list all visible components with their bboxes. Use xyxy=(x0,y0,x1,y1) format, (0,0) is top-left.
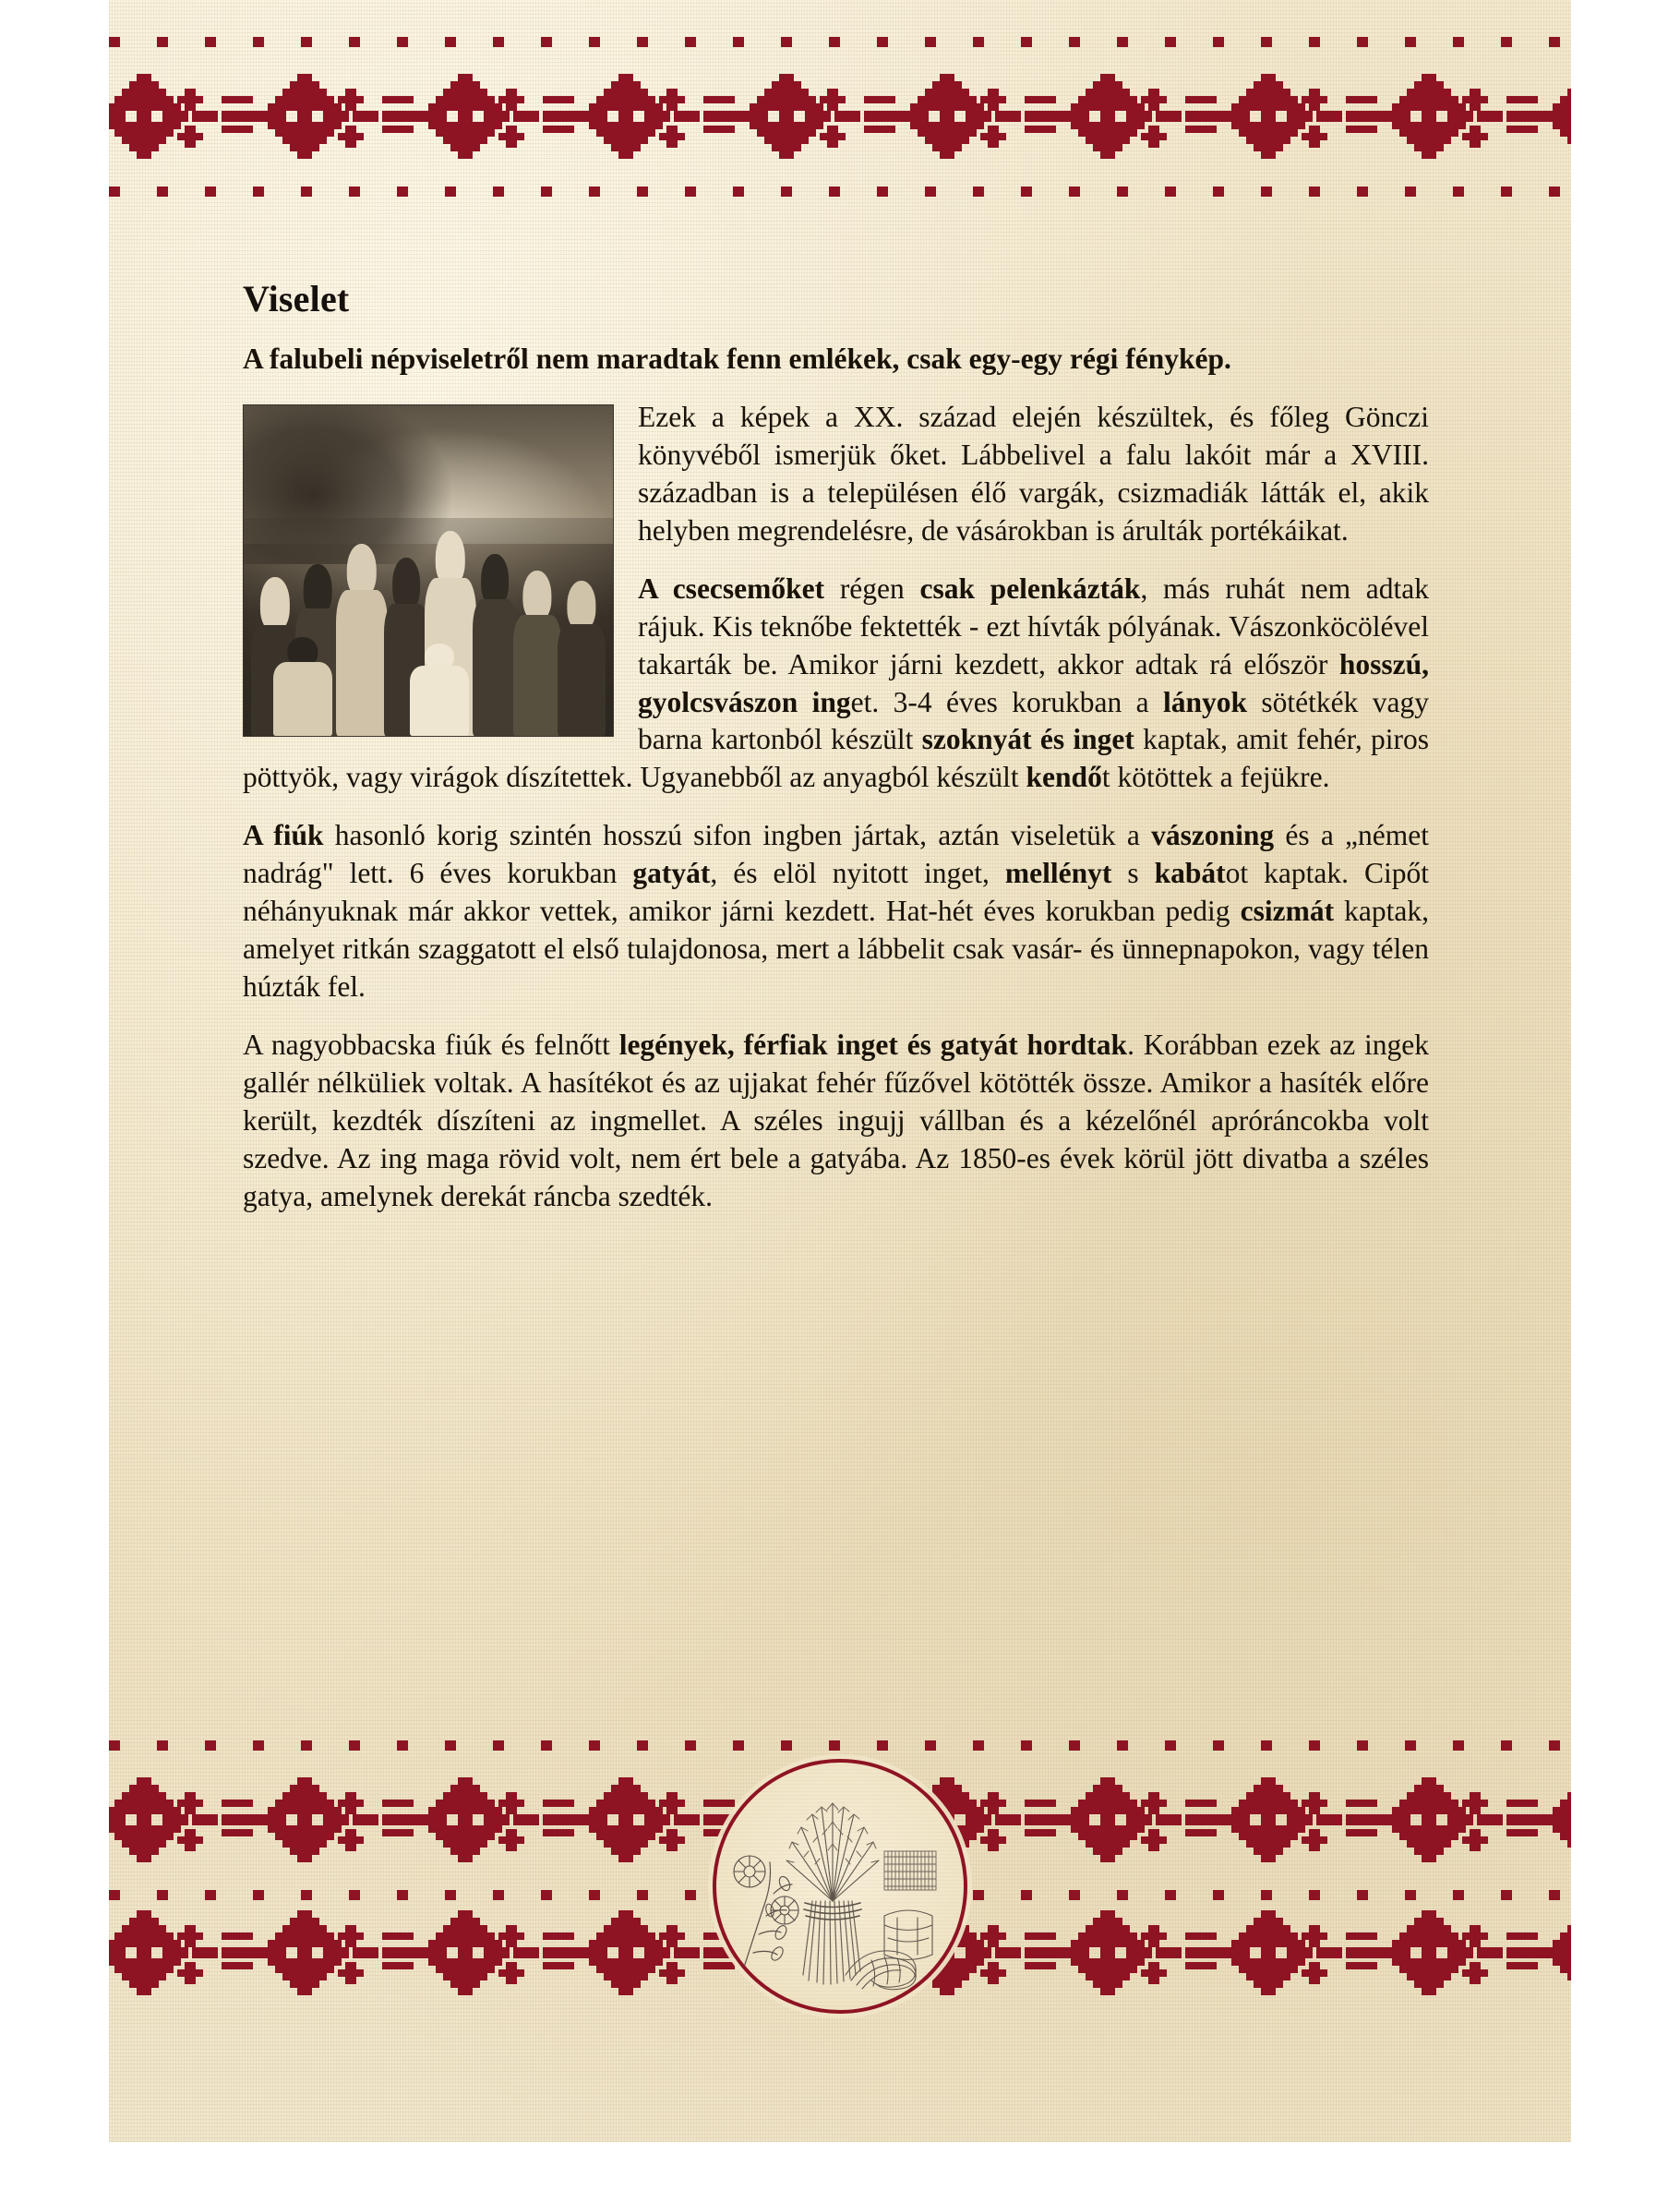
page-title: Viselet xyxy=(243,278,350,319)
embroidery-motif-tile xyxy=(402,1907,563,1995)
emph-coat: kabát xyxy=(1154,857,1226,890)
article-content xyxy=(243,277,1429,1236)
text-run: ot kaptak. Cipőt néhányuknak már akkor vettek, amikor járni kezdett. Hat-hét éves korukban pedig xyxy=(243,857,1429,928)
embroidery-motif-tile xyxy=(1366,1774,1527,1862)
border-top-nub-row-lower xyxy=(109,187,1571,197)
photo-figure xyxy=(558,581,606,736)
embroidery-motif-tile xyxy=(563,1907,724,1995)
text-run: et. 3-4 éves korukban a xyxy=(850,685,1163,718)
photo-figure-front xyxy=(273,637,332,736)
text-run: A nagyobbacska fiúk és felnőtt xyxy=(243,1029,619,1061)
embroidery-motif-tile xyxy=(109,1907,242,1995)
photo-figure-front xyxy=(410,644,469,736)
text-run: sötétkék vagy barna kartonból készült xyxy=(638,685,1429,756)
embroidery-motif-tile xyxy=(1366,70,1527,159)
paragraph-men xyxy=(243,1027,1429,1216)
paragraph-photos-origin: Ezek a képek a XX. század elején készültek, és főleg Gönczi könyvéből ismerjük őket. Lábbelivel a falu lakóit már a XVIII. században is a településen élő vargák, csizmadiák látták el, akik helyben megrendelésre, de vásárokban is árulták portékáikat. xyxy=(638,400,1429,547)
emph-linen-shirt: vászoning xyxy=(1151,819,1275,852)
border-top-nub-row xyxy=(109,37,1571,47)
embroidery-motif-tile xyxy=(1527,1774,1571,1862)
embroidery-motif-tile xyxy=(1206,1774,1366,1862)
text-run: régen xyxy=(824,572,920,605)
text-run: hasonló korig szintén hosszú sifon ingben jártak, aztán viseletük a xyxy=(323,819,1152,852)
embroidery-motif-tile xyxy=(1045,1907,1206,1995)
embroidery-motif-tile xyxy=(1206,1907,1366,1995)
text-run: t kötöttek a fejükre. xyxy=(1101,761,1330,794)
embroidery-motif-tile xyxy=(402,70,563,159)
historic-photo xyxy=(243,404,614,737)
emph-boys: A fiúk xyxy=(243,819,324,852)
text-run: . Korábban ezek az ingek gallér nélküliek voltak. A hasítékot és az ujjakat fehér fűzővel kötötték össze. Amikor a hasíték előre került, kezdték díszíteni az ingmellet. A széles ingujj vállban és a kézelőnél apróráncokba volt szedve. Az ing maga rövid volt, nem ért bele a gatyába. Az 1850-es évek körül jött divatba a széles gatya, amelynek derekát ráncba szedték. xyxy=(243,1029,1430,1212)
emph-infants: A csecsemőket xyxy=(638,572,825,605)
lead-paragraph: A falubeli népviseletről nem maradtak fenn emlékek, csak egy-egy régi fénykép. xyxy=(243,343,1231,375)
text-run: kaptak, amit fehér, piros pöttyök, vagy virágok díszítettek. Ugyanebből az anyagból készült xyxy=(243,723,1430,794)
embroidery-motif-tile xyxy=(563,1774,724,1862)
paragraph-boys xyxy=(243,817,1429,1006)
embroidery-motif-tile xyxy=(1045,70,1206,159)
embroidery-motif-tile xyxy=(109,70,242,159)
embroidery-motif-tile xyxy=(242,1907,402,1995)
emph-trousers: gatyát xyxy=(632,857,711,890)
emph-kerchief: kendő xyxy=(1026,761,1102,794)
embroidery-motif-tile xyxy=(402,1774,563,1862)
emph-waistcoat: mellényt xyxy=(1004,857,1112,890)
border-top-motif-row xyxy=(109,70,1571,159)
emph-boots: csizmát xyxy=(1240,895,1335,928)
emph-swaddled: csak pelenkázták xyxy=(919,572,1141,605)
photo-figure xyxy=(513,571,561,736)
emph-long-linen-shirt: hosszú, gyolcsvászon ing xyxy=(638,647,1429,718)
text-run: s xyxy=(1111,857,1155,890)
embroidery-motif-tile xyxy=(109,1774,242,1862)
embroidery-motif-tile xyxy=(724,70,884,159)
embroidery-motif-tile xyxy=(242,1774,402,1862)
embroidery-motif-tile xyxy=(884,70,1045,159)
text-run: , és elöl nyitott inget, xyxy=(710,857,1005,890)
photo-figure xyxy=(336,544,388,736)
embroidery-motif-tile xyxy=(1527,1907,1571,1995)
embroidery-motif-tile xyxy=(1045,1774,1206,1862)
embroidery-motif-tile xyxy=(1366,1907,1527,1995)
embroidery-motif-tile xyxy=(242,70,402,159)
emph-men-shirt-trousers: legények, férfiak inget és gatyát hordtak xyxy=(618,1029,1128,1061)
flax-medallion xyxy=(713,1759,967,2014)
document-page xyxy=(109,0,1571,2142)
text-run: kaptak, amelyet ritkán szaggatott el első tulajdonosa, mert a lábbelit csak vasár- és ünnepnapokon, vagy télen húzták fel. xyxy=(243,895,1429,1004)
photo-figure xyxy=(473,554,517,736)
emph-skirt-and-shirt: szoknyát és inget xyxy=(921,723,1134,756)
text-run: és a „német nadrág" lett. 6 éves korukban xyxy=(243,819,1429,890)
embroidery-motif-tile xyxy=(1527,70,1571,159)
top-embroidery-border xyxy=(109,37,1571,203)
embroidery-motif-tile xyxy=(563,70,724,159)
embroidery-motif-tile xyxy=(1206,70,1366,159)
emph-girls: lányok xyxy=(1163,685,1248,718)
text-run: , más ruhát nem adtak rájuk. Kis teknőbe fektették - ezt hívták pólyának. Vászonköcölével takarták be. Amikor járni kezdett, akkor adtak rá először xyxy=(638,572,1429,680)
border-bottom-nub-row xyxy=(109,1740,1571,1751)
